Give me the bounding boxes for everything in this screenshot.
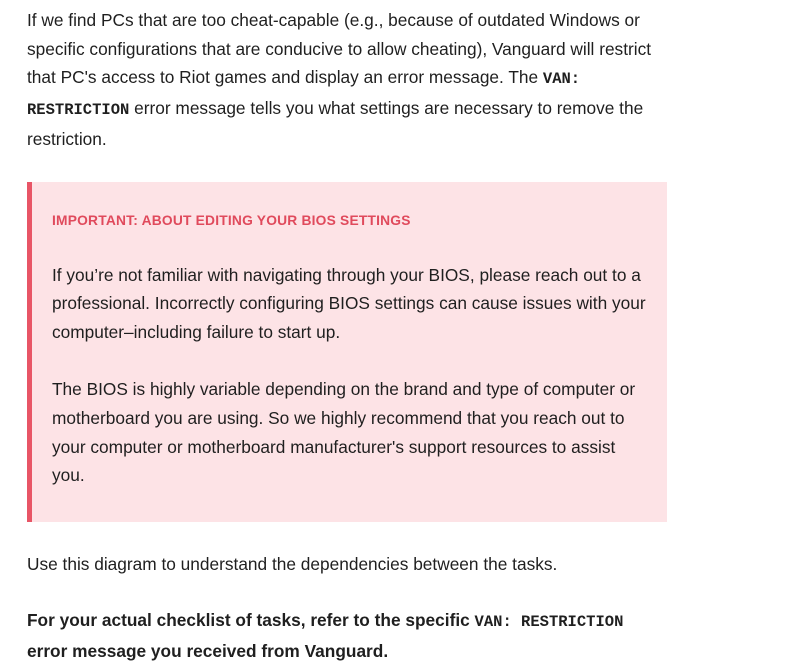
checklist-text-after: error message you received from Vanguard. — [27, 640, 389, 661]
article-content — [27, 6, 667, 666]
intro-paragraph — [27, 6, 667, 154]
diagram-note-paragraph: Use this diagram to understand the dependencies between the tasks. — [27, 553, 558, 574]
intro-text-before: If we find PCs that are too cheat-capable (e.g., because of outdated Windows or specific configurations that are conducive to allow cheating), Vanguard will restrict that PC's access to Riot games and display an error message. The — [27, 10, 652, 88]
important-callout — [27, 182, 667, 522]
checklist-text-before: For your actual checklist of tasks, refer to the specific — [27, 610, 475, 631]
callout-paragraph-1: If you’re not familiar with navigating through your BIOS, please reach out to a professional. Incorrectly configuring BIOS settings can cause issues with your computer–including failure to start up. — [52, 264, 646, 342]
callout-paragraph-2: The BIOS is highly variable depending on the brand and type of computer or motherboard you are using. So we highly recommend that you reach out to your computer or motherboard manufacturer's support resources to assist you. — [52, 379, 636, 486]
checklist-error-code: VAN: RESTRICTION — [474, 613, 624, 632]
callout-title: IMPORTANT: ABOUT EDITING YOUR BIOS SETTINGS — [52, 212, 411, 228]
intro-text-after: error message tells you what settings are necessary to remove the restriction. — [27, 98, 644, 149]
intro-error-code: VAN: RESTRICTION — [27, 70, 581, 120]
